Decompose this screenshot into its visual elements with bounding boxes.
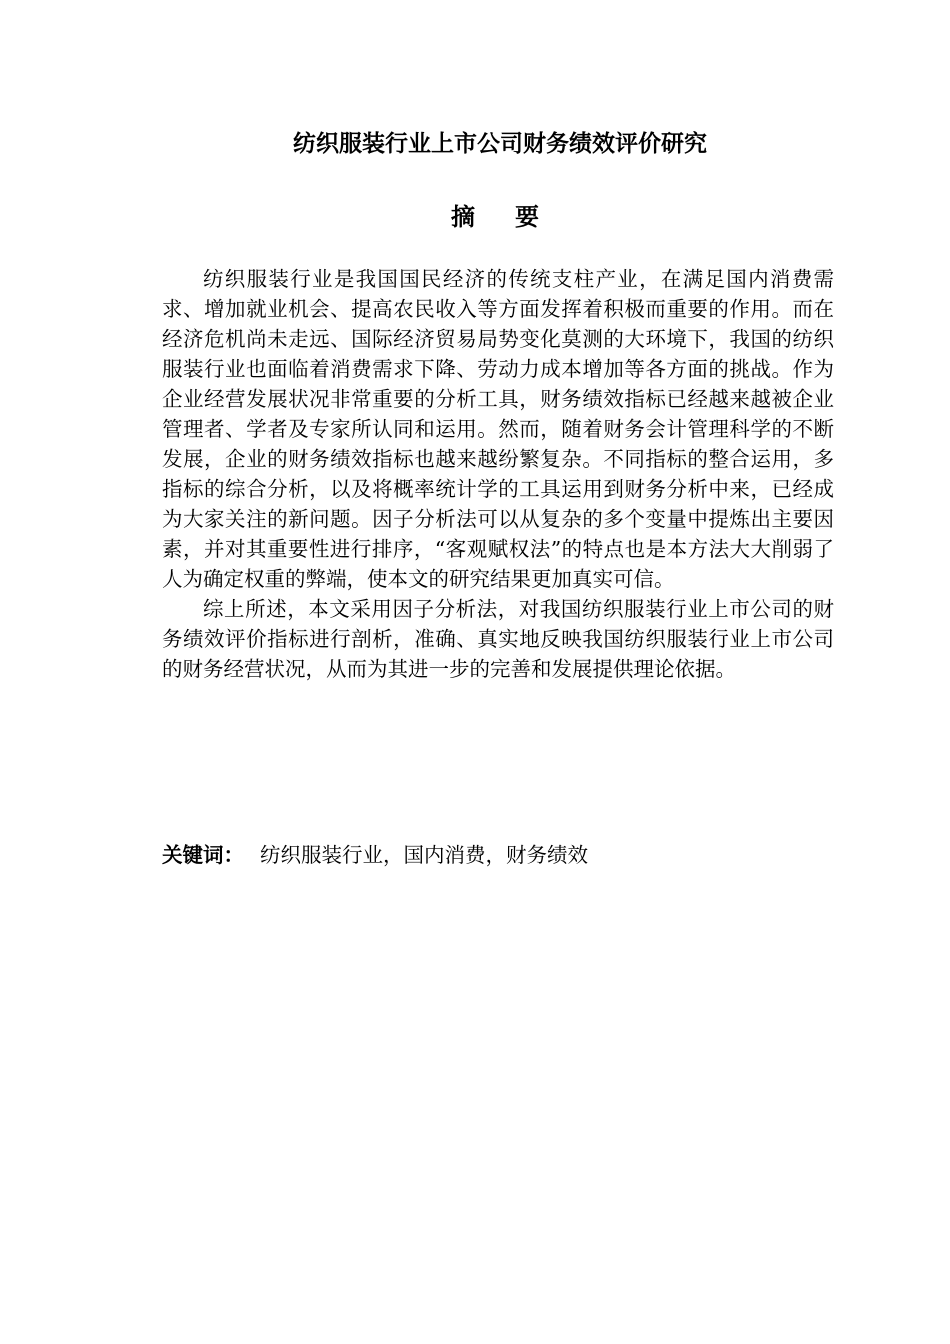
abstract-paragraph-1: 纺织服装行业是我国国民经济的传统支柱产业，在满足国内消费需求、增加就业机会、提高农民收入等方面发挥着积极而重要的作用。而在经济危机尚未走远、国际经济贸易局势变化莫测的大环境下，我国的纺织服装行业也面临着消费需求下降、劳动力成本增加等各方面的挑战。作为企业经营发展状况非常重要的分析工具，财务绩效指标已经越来越被企业管理者、学者及专家所认同和运用。然而，随着财务会计管理科学的不断发展，企业的财务绩效指标也越来越纷繁复杂。不同指标的整合运用，多指标的综合分析，以及将概率统计学的工具运用到财务分析中来，已经成为大家关注的新问题。因子分析法可以从复杂的多个变量中提炼出主要因素，并对其重要性进行排序，“客观赋权法”的特点也是本方法大大削弱了人为确定权重的弊端，使本文的研究结果更加真实可信。 (162, 267, 834, 591)
keywords-value: 纺织服装行业，国内消费，财务绩效 (260, 843, 588, 867)
abstract-paragraph-2: 综上所述，本文采用因子分析法，对我国纺织服装行业上市公司的财务绩效评价指标进行剖析，准确、真实地反映我国纺织服装行业上市公司的财务经营状况，从而为其进一步的完善和发展提供理论依据。 (162, 597, 834, 681)
abstract-body (162, 264, 834, 684)
abstract-heading: 摘要 (451, 203, 579, 231)
keywords-line (162, 840, 842, 870)
keywords-label: 关键词： (162, 843, 244, 867)
document-title: 纺织服装行业上市公司财务绩效评价研究 (293, 131, 707, 157)
